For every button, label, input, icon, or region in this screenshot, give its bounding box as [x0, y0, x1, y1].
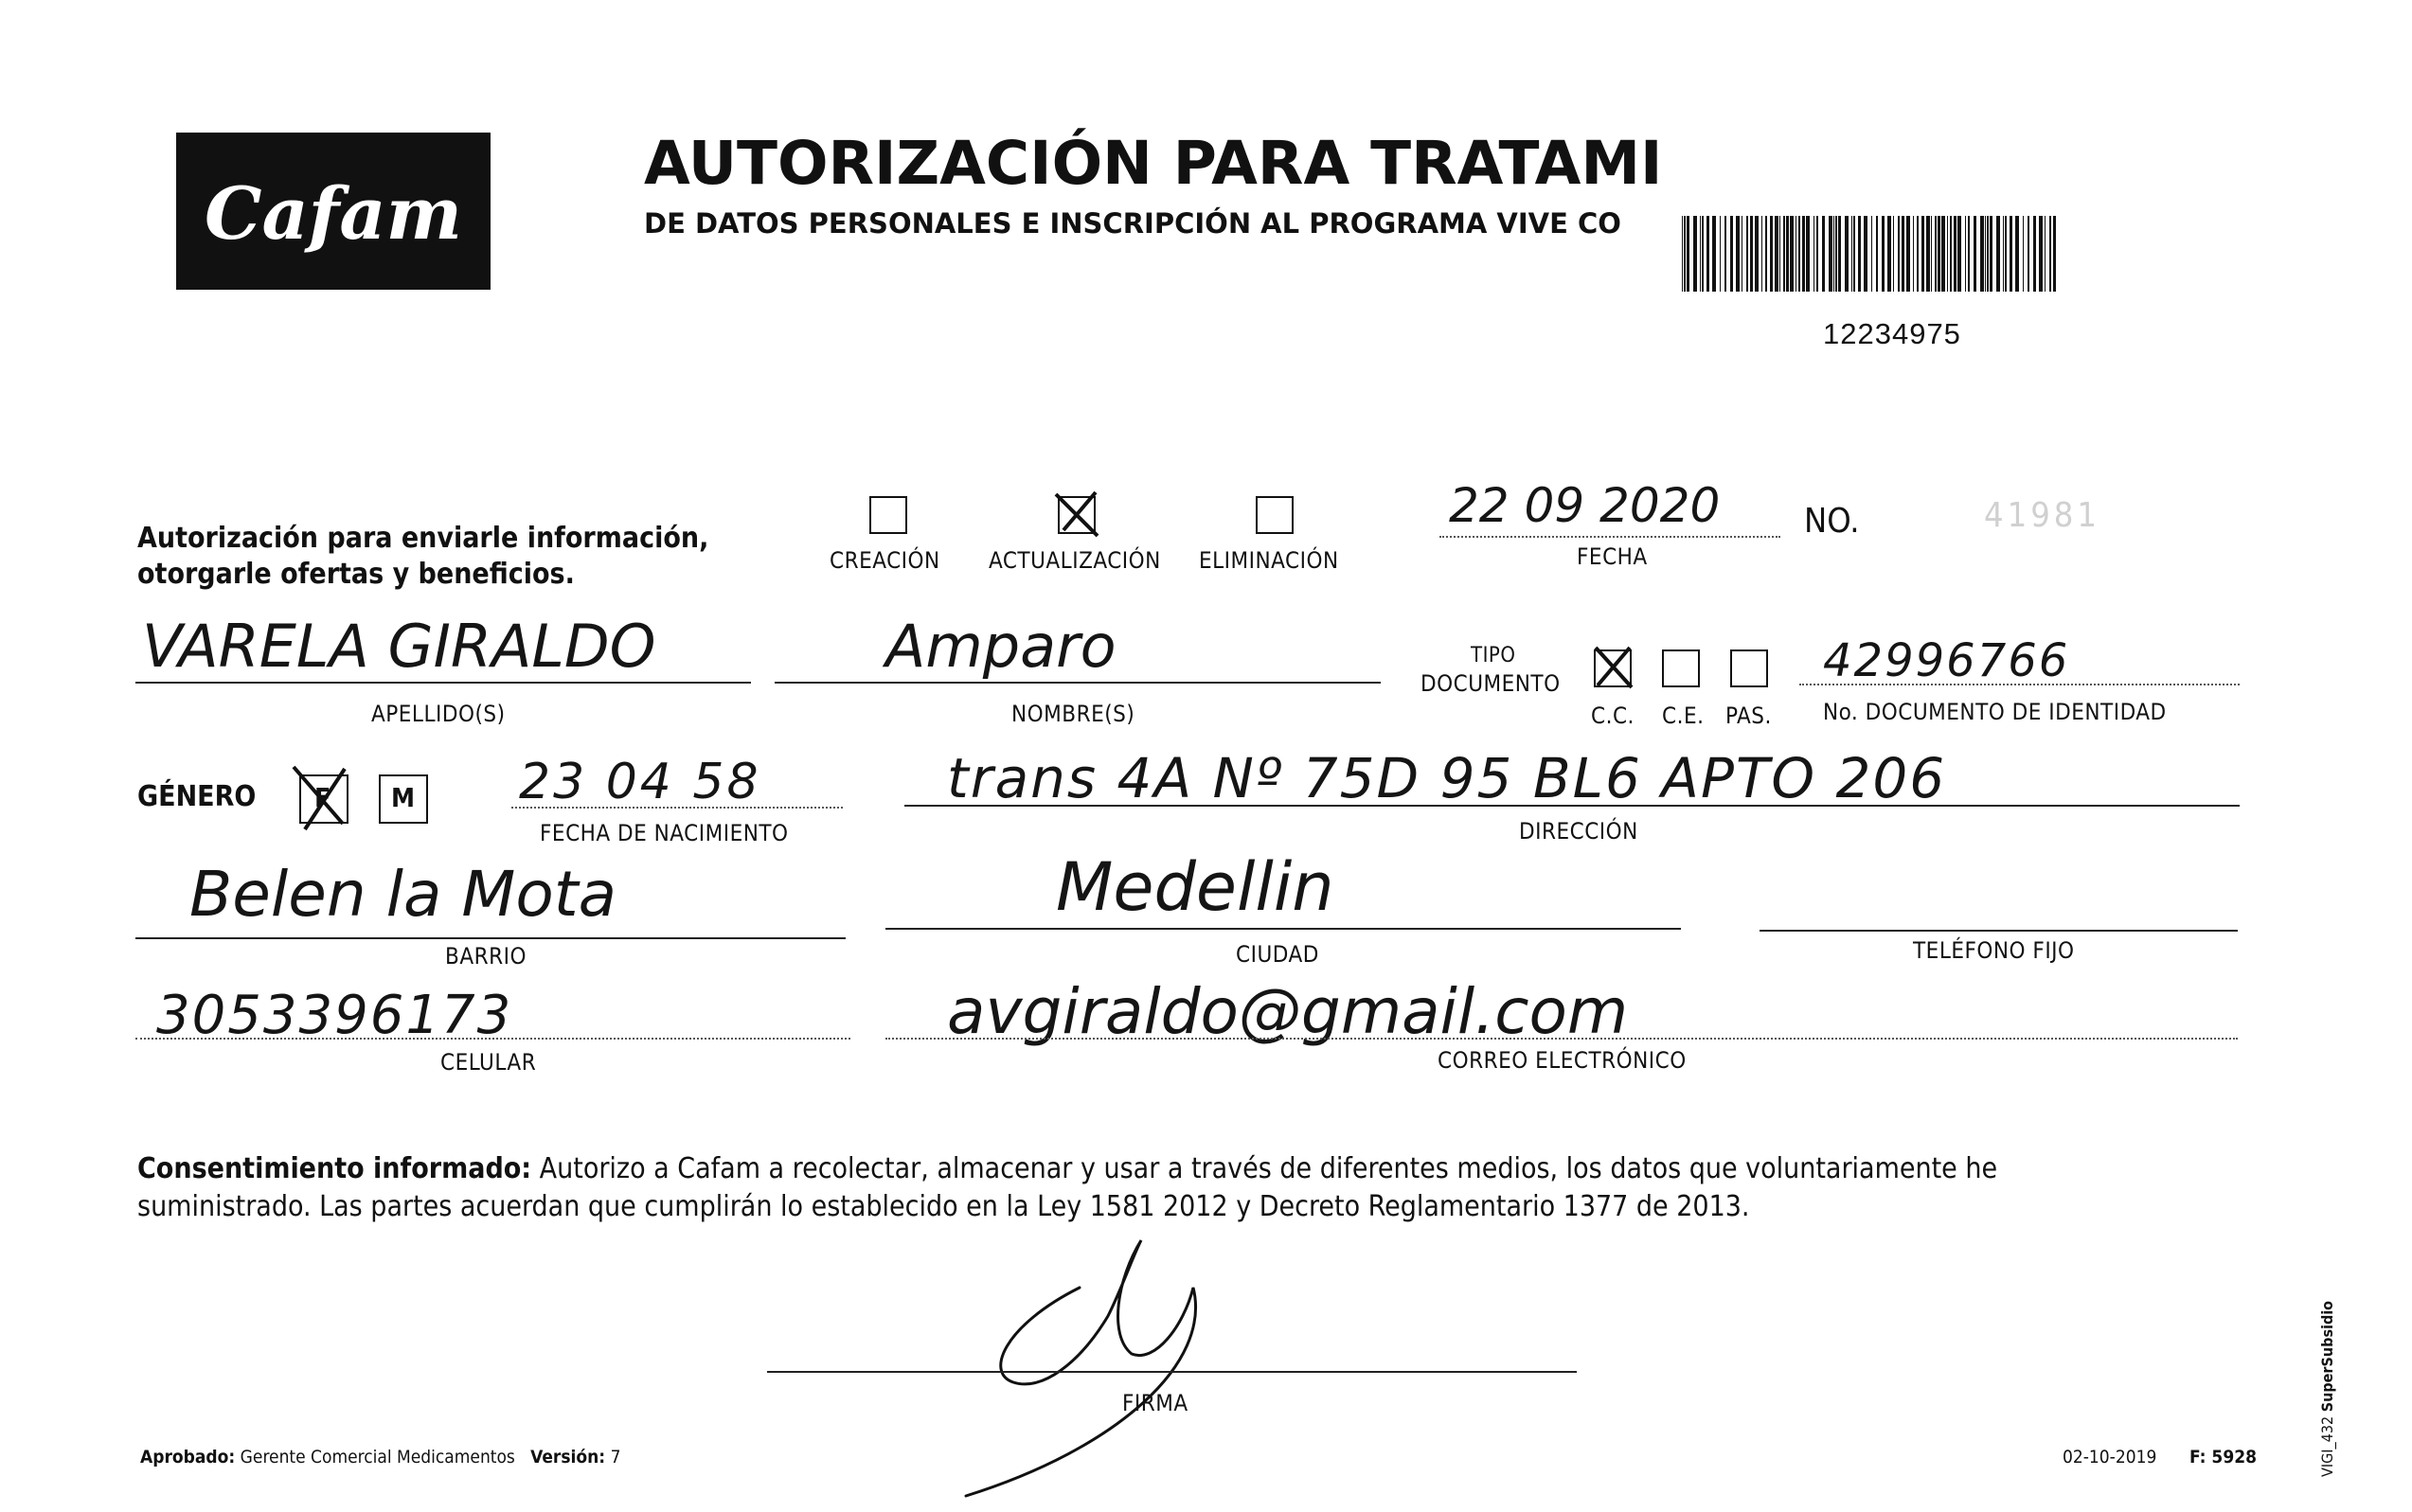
telefono-label: TELÉFONO FIJO — [1913, 937, 2075, 964]
barcode-bar — [1893, 216, 1894, 292]
barcode-bar — [1822, 216, 1825, 292]
checkbox-creacion[interactable] — [869, 496, 907, 534]
consent-line-2: suministrado. Las partes acuerdan que cumplirán lo establecido en la Ley 1581 2012 y Decreto Reglamentario 1377 de 2013. — [137, 1190, 1750, 1223]
fecha-value: 22 09 2020 — [1449, 478, 1721, 533]
barcode-bar — [1985, 216, 1986, 292]
celular-label: CELULAR — [440, 1049, 537, 1076]
side-brand: SuperSubsidio — [2318, 1300, 2336, 1413]
barcode-bar — [2045, 216, 2046, 292]
intro-line-1: Autorización para enviarle información, — [137, 522, 709, 555]
nombres-line — [775, 682, 1381, 684]
side-code-text: VIGI_432 — [2318, 1415, 2336, 1477]
checkbox-ce[interactable] — [1662, 649, 1700, 687]
label-creacion: CREACIÓN — [830, 547, 940, 574]
label-eliminacion: ELIMINACIÓN — [1199, 547, 1339, 574]
correo-line — [885, 1038, 2238, 1040]
barcode — [1682, 216, 2061, 292]
label-pas: PAS. — [1725, 703, 1772, 729]
ciudad-value: Medellin — [1056, 848, 1334, 926]
barcode-bar — [1853, 216, 1855, 292]
signature-drawing — [928, 1221, 1326, 1505]
telefono-line — [1760, 930, 2238, 932]
form-title: AUTORIZACIÓN PARA TRATAMI — [644, 129, 1663, 198]
aprobado-value: Gerente Comercial Medicamentos — [240, 1447, 515, 1468]
barcode-bar — [1724, 216, 1726, 292]
barcode-bar — [1838, 216, 1841, 292]
fecha-line — [1439, 536, 1780, 538]
barcode-bar — [1902, 216, 1904, 292]
apellidos-label: APELLIDO(S) — [371, 701, 506, 727]
nacimiento-label: FECHA DE NACIMIENTO — [540, 820, 789, 846]
barcode-bar — [2033, 216, 2036, 292]
direccion-label: DIRECCIÓN — [1519, 818, 1638, 845]
version-label: Versión: — [530, 1447, 606, 1468]
checkbox-eliminacion[interactable] — [1256, 496, 1294, 534]
barcode-bar — [1779, 216, 1780, 292]
barcode-bar — [1864, 216, 1867, 292]
barcode-bar — [1816, 216, 1818, 292]
version-value: 7 — [610, 1447, 621, 1468]
barcode-bar — [1921, 216, 1924, 292]
form-subtitle: DE DATOS PERSONALES E INSCRIPCIÓN AL PROGRAMA VIVE CO — [644, 207, 1621, 240]
barcode-bar — [1712, 216, 1716, 292]
footer-form-code: F: 5928 — [2189, 1447, 2257, 1468]
checkbox-genero-m[interactable] — [379, 774, 428, 824]
barcode-bar — [1833, 216, 1834, 292]
barcode-bar — [1957, 216, 1961, 292]
no-label: NO. — [1804, 502, 1860, 541]
fecha-label: FECHA — [1577, 543, 1648, 570]
barcode-bar — [1968, 216, 1970, 292]
checkbox-genero-f[interactable] — [299, 774, 348, 824]
barcode-bar — [2039, 216, 2043, 292]
barcode-bar — [1913, 216, 1914, 292]
barcode-bar — [1950, 216, 1952, 292]
consent-text — [137, 1150, 2230, 1226]
barrio-line — [135, 937, 846, 939]
barcode-bar — [1990, 216, 1992, 292]
nombres-label: NOMBRE(S) — [1011, 701, 1135, 727]
barcode-bar — [1806, 216, 1810, 292]
barcode-bar — [1682, 216, 1683, 292]
barcode-bar — [1980, 216, 1984, 292]
barcode-bar — [1783, 216, 1785, 292]
celular-line — [135, 1038, 850, 1040]
form-number-faded: 41981 — [1984, 496, 2101, 535]
checkbox-pas[interactable] — [1730, 649, 1768, 687]
direccion-value: trans 4A Nº 75D 95 BL6 APTO 206 — [947, 746, 1947, 810]
barcode-bar — [1798, 216, 1800, 292]
barcode-bar — [1926, 216, 1930, 292]
label-actualizacion: ACTUALIZACIÓN — [989, 547, 1161, 574]
barcode-number: 12234975 — [1823, 317, 1961, 350]
barcode-bar — [1775, 216, 1778, 292]
barcode-bar — [1882, 216, 1885, 292]
barcode-bar — [1935, 216, 1937, 292]
barcode-bar — [2015, 216, 2019, 292]
barcode-bar — [1802, 216, 1805, 292]
apellidos-line — [135, 682, 751, 684]
documento-value: 42996766 — [1823, 634, 2070, 687]
apellidos-value: VARELA GIRALDO — [142, 612, 656, 681]
barrio-label: BARRIO — [445, 943, 527, 969]
barcode-bar — [1917, 216, 1919, 292]
label-cc: C.C. — [1591, 703, 1635, 729]
barcode-bar — [1687, 216, 1689, 292]
authorization-intro — [137, 521, 708, 593]
barcode-bar — [1730, 216, 1733, 292]
barcode-bar — [1693, 216, 1697, 292]
logo-text: Cafam — [204, 171, 463, 256]
barcode-bar — [1898, 216, 1900, 292]
barcode-bar — [1845, 216, 1849, 292]
check-mark-icon — [301, 776, 347, 822]
barcode-bar — [1770, 216, 1773, 292]
celular-value: 3053396173 — [156, 985, 513, 1046]
footer-date: 02-10-2019 — [2063, 1447, 2157, 1468]
barcode-bar — [1974, 216, 1976, 292]
nacimiento-value: 23 04 58 — [519, 754, 761, 810]
barcode-bar — [1871, 216, 1872, 292]
barcode-bar — [1906, 216, 1910, 292]
barrio-value: Belen la Mota — [189, 858, 617, 931]
barcode-bar — [1761, 216, 1762, 292]
barcode-bar — [2010, 216, 2012, 292]
barcode-bar — [1938, 216, 1940, 292]
checkbox-cc[interactable] — [1594, 649, 1632, 687]
barcode-bar — [1965, 216, 1966, 292]
genero-f-letter: F — [314, 782, 331, 813]
documento-line — [1799, 684, 2240, 685]
barcode-bar — [1858, 216, 1861, 292]
genero-m-letter: M — [391, 782, 416, 813]
barcode-bar — [1941, 216, 1945, 292]
barcode-bar — [2028, 216, 2029, 292]
barcode-bar — [1813, 216, 1814, 292]
barcode-bar — [1706, 216, 1709, 292]
intro-line-2: otorgarle ofertas y beneficios. — [137, 558, 575, 591]
check-mark-icon — [1596, 651, 1630, 685]
barcode-bar — [1851, 216, 1852, 292]
barcode-bar — [1684, 216, 1686, 292]
barcode-bar — [1736, 216, 1740, 292]
correo-value: avgiraldo@gmail.com — [947, 975, 1629, 1048]
barcode-bar — [1996, 216, 2000, 292]
barcode-bar — [1746, 216, 1748, 292]
barcode-bar — [1700, 216, 1701, 292]
genero-label: GÉNERO — [137, 780, 257, 813]
barcode-bar — [2023, 216, 2024, 292]
barcode-bar — [1931, 216, 1932, 292]
barcode-bar — [1835, 216, 1837, 292]
correo-label: CORREO ELECTRÓNICO — [1438, 1047, 1687, 1074]
barcode-bar — [2003, 216, 2004, 292]
barcode-bar — [2053, 216, 2056, 292]
consent-line-1: Autorizo a Cafam a recolectar, almacenar y usar a través de diferentes medios, los datos que voluntariamente he — [531, 1152, 1998, 1185]
barcode-bar — [1750, 216, 1753, 292]
aprobado-label: Aprobado: — [140, 1447, 236, 1468]
firma-label: FIRMA — [1122, 1390, 1188, 1416]
barcode-bar — [2005, 216, 2007, 292]
barcode-bar — [1765, 216, 1767, 292]
barcode-bar — [1720, 216, 1721, 292]
barcode-bar — [1954, 216, 1956, 292]
label-ce: C.E. — [1662, 703, 1705, 729]
barcode-bar — [1790, 216, 1794, 292]
barcode-bar — [1702, 216, 1704, 292]
barcode-bar — [1876, 216, 1878, 292]
direccion-line — [904, 805, 2240, 807]
side-code — [2318, 1301, 2336, 1477]
consent-heading: Consentimiento informado: — [137, 1152, 532, 1185]
ciudad-label: CIUDAD — [1236, 941, 1319, 968]
tipo-doc-label-1: TIPO — [1471, 644, 1516, 667]
barcode-bar — [1947, 216, 1948, 292]
barcode-bar — [1786, 216, 1789, 292]
check-mark-icon — [1060, 498, 1094, 532]
barcode-bar — [2049, 216, 2051, 292]
footer-aprobado — [140, 1447, 620, 1468]
documento-label: No. DOCUMENTO DE IDENTIDAD — [1823, 699, 2167, 725]
checkbox-actualizacion[interactable] — [1058, 496, 1096, 534]
nacimiento-line — [511, 807, 843, 809]
tipo-doc-label-2: DOCUMENTO — [1420, 670, 1561, 697]
cafam-logo — [176, 133, 491, 290]
barcode-bar — [1887, 216, 1891, 292]
barcode-bar — [1987, 216, 1989, 292]
nombres-value: Amparo — [885, 612, 1117, 681]
ciudad-line — [885, 928, 1681, 930]
barcode-bar — [1755, 216, 1759, 292]
barcode-bar — [1829, 216, 1832, 292]
firma-line — [767, 1371, 1577, 1373]
